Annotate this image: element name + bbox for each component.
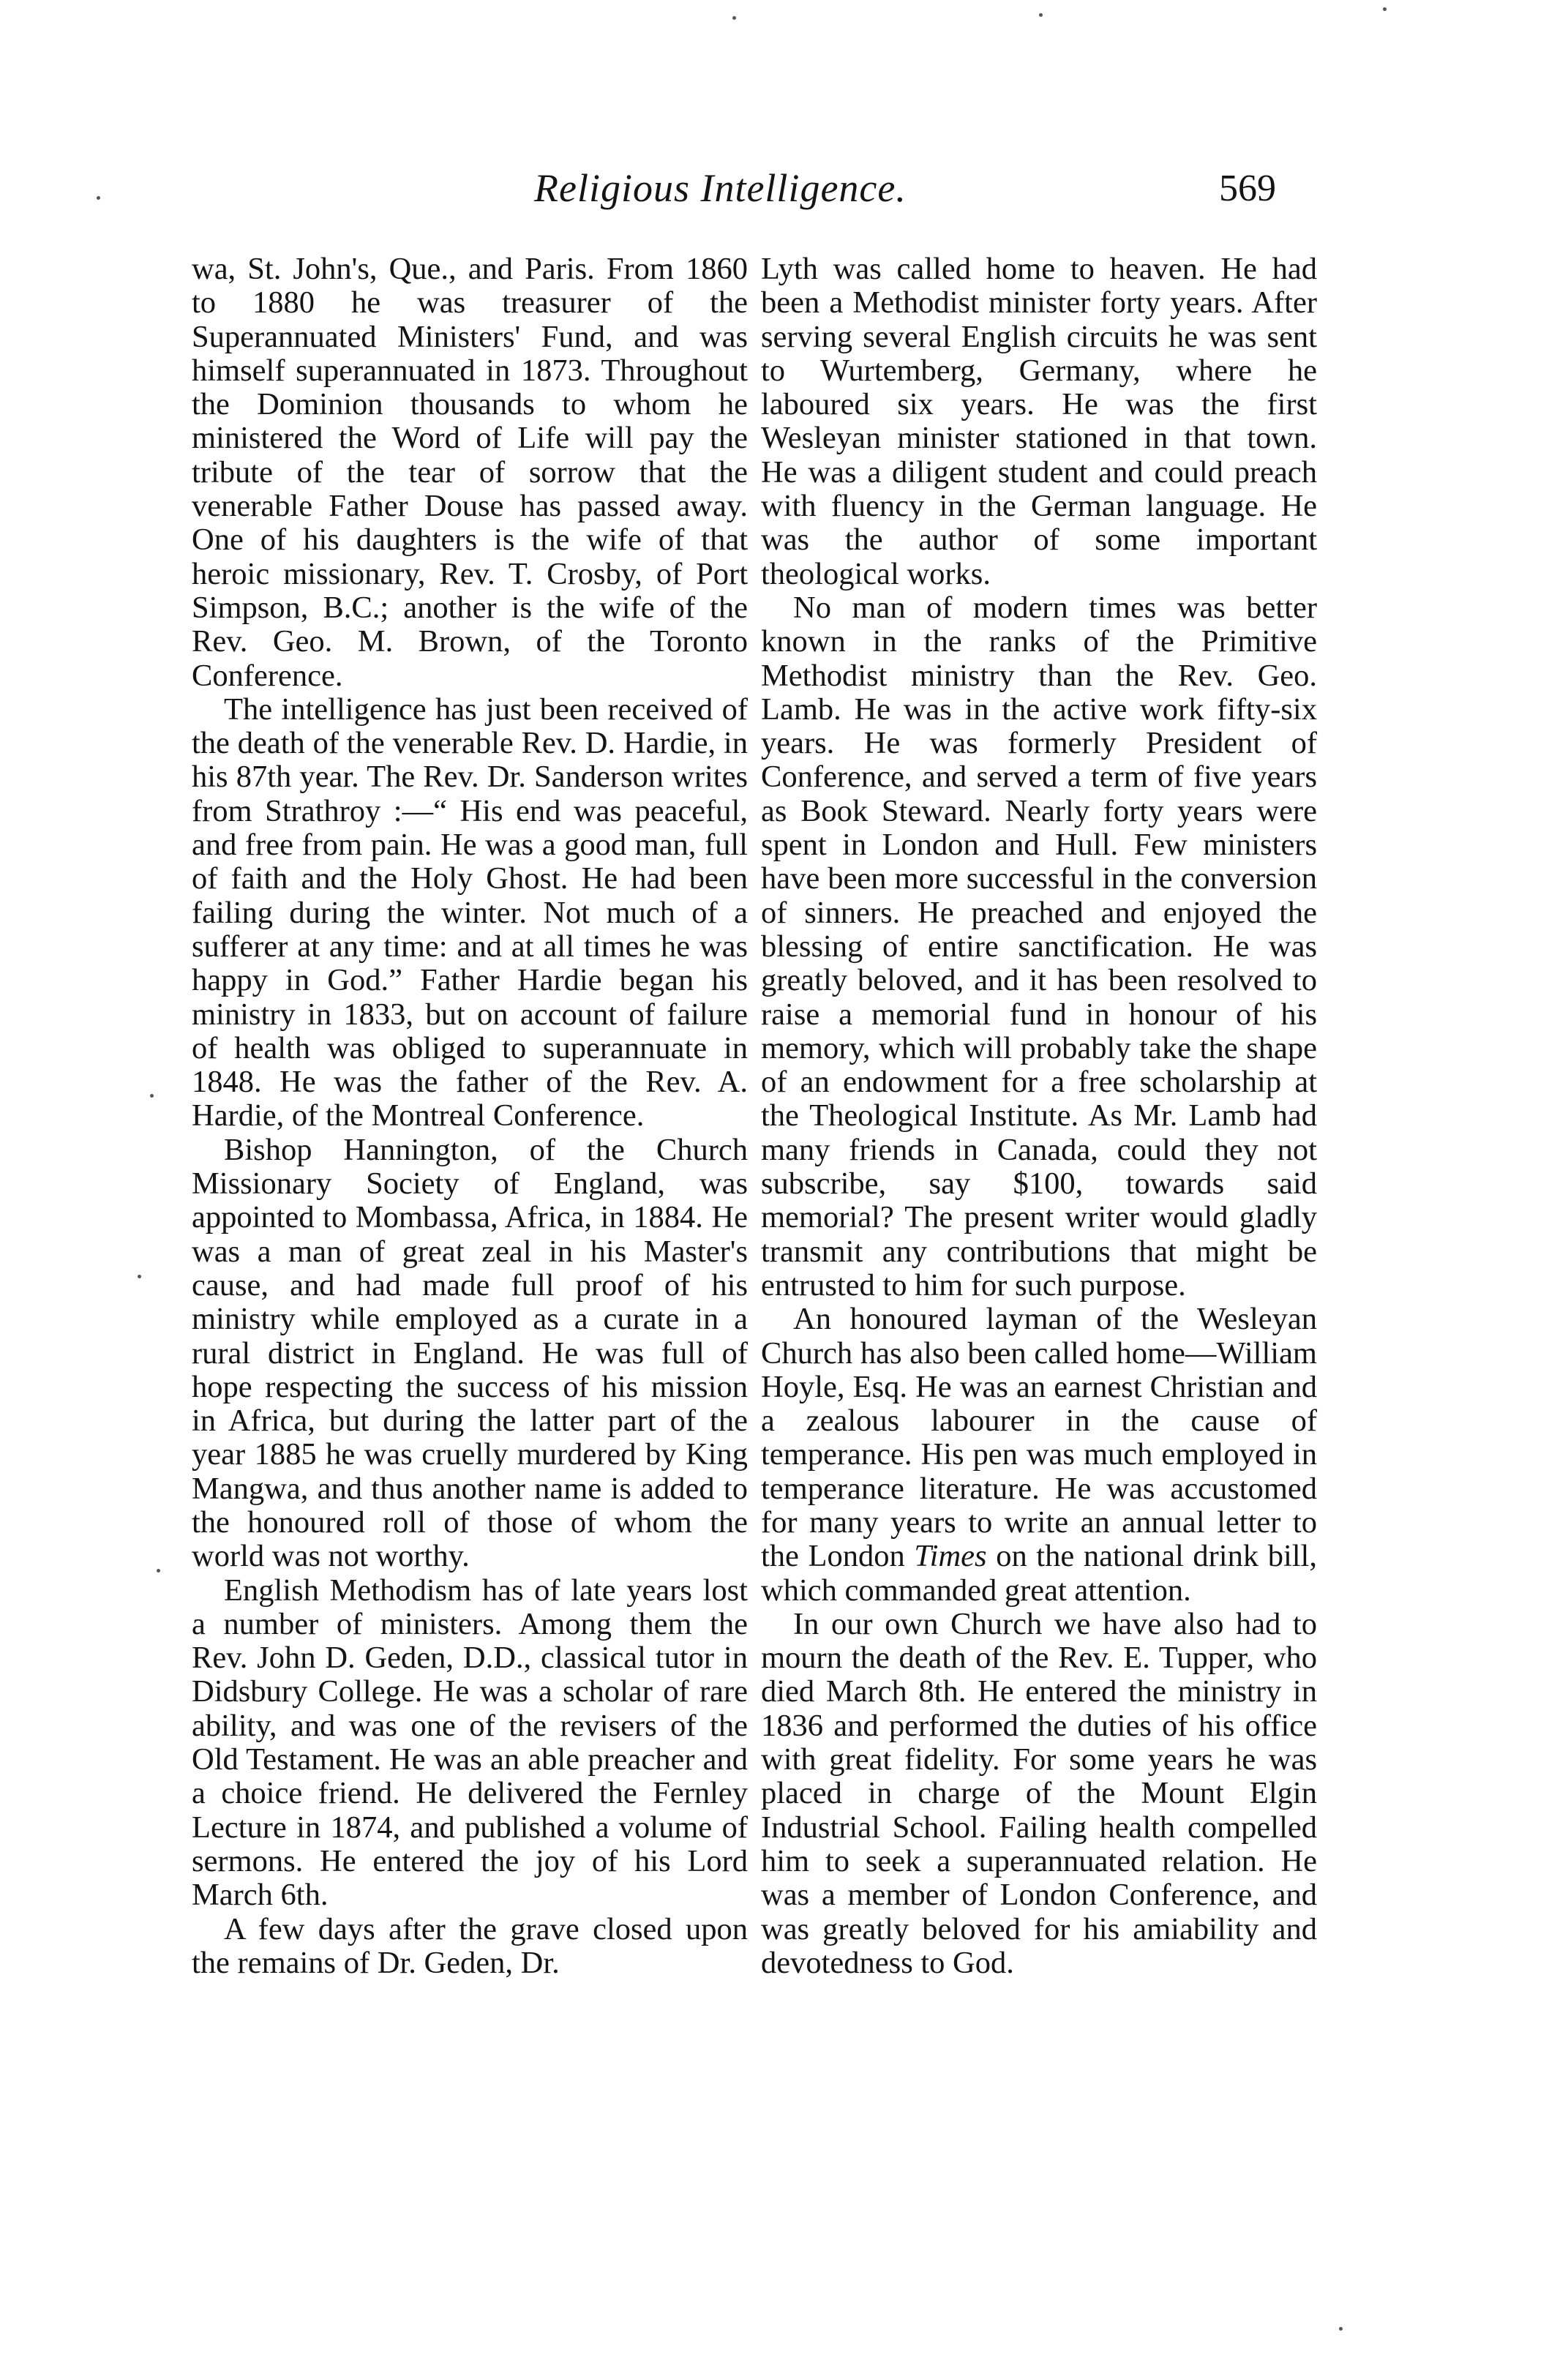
paragraph-geden: English Methodism has of late years lost a number of ministers. Among them the Rev. John D. Geden, D.D., classical tutor in Didsbury College. He was a scholar of rare ability, and was one of the revisers of the Old Testament. He was an able preacher and a choice friend. He delivered the Fernley Lecture in 1874, and published a volume of sermons. He entered the joy of his Lord March 6th.: [192, 1573, 748, 1913]
paragraph-tupper: In our own Church we have also had to mourn the death of the Rev. E. Tupper, who died March 8th. He entered the ministry in 1836 and performed the duties of his office with great fidelity. For some years he was placed in charge of the Mount Elgin Industrial School. Failing health compelled him to seek a superannuated relation. He was a member of London Conference, and was greatly beloved for his amiability and devotedness to God.: [761, 1606, 1317, 1980]
scan-speck: [150, 1094, 154, 1098]
scan-speck: [732, 16, 736, 20]
left-column: [192, 252, 748, 1980]
scan-speck: [138, 1275, 141, 1278]
scan-speck: [97, 196, 100, 200]
paragraph-hoyle: [761, 1303, 1317, 1608]
right-column: [761, 252, 1317, 1980]
paragraph-lamb: No man of modern times was better known in the ranks of the Primitive Methodist ministry than the Rev. Geo. Lamb. He was in the active work fifty-six years. He was formerly President of Conference, and served a term of five years as Book Steward. Nearly forty years were spent in London and Hull. Few ministers have been more successful in the conversion of sinners. He preached and enjoyed the blessing of entire sanctification. He was greatly beloved, and it has been resolved to raise a memorial fund in honour of his memory, which will probably take the shape of an endowment for a free scholarship at the Theological Institute. As Mr. Lamb had many friends in Canada, could they not subscribe, say $100, towards said memorial? The present writer would gladly transmit any contributions that might be entrusted to him for such purpose.: [761, 590, 1317, 1303]
paragraph-hardie: The intelligence has just been received of the death of the venerable Rev. D. Hardie, in his 87th year. The Rev. Dr. Sanderson writes from Strathroy :—“ His end was peaceful, and free from pain. He was a good man, full of faith and the Holy Ghost. He had been failing during the winter. Not much of a sufferer at any time: and at all times he was happy in God.” Father Hardie began his ministry in 1833, but on account of failure of health was obliged to superannuate in 1848. He was the father of the Rev. A. Hardie, of the Montreal Conference.: [192, 691, 748, 1133]
times-newspaper-title: Times: [914, 1539, 987, 1574]
hoyle-text-part-2: on the national drink bill, which commanded great attention.: [761, 1539, 1317, 1608]
hoyle-text-part-1: An honoured layman of the Wesleyan Church has also been called home—William Hoyle, Esq. He was an earnest Christian and a zealous labourer in the cause of temperance. His pen was much employed in temperance literature. He was accustomed for many years to write an annual letter to the London: [761, 1302, 1317, 1574]
running-head-title: Religious Intelligence.: [534, 166, 907, 210]
paragraph-lyth-continued: Lyth was called home to heaven. He had been a Methodist minister forty years. After serving several English circuits he was sent to Wurtemberg, Germany, where he laboured six years. He was the first Wesleyan minister stationed in that town. He was a diligent student and could preach with fluency in the German language. He was the author of some important theological works.: [761, 252, 1317, 591]
paragraph-lyth-start: A few days after the grave closed upon the remains of Dr. Geden, Dr.: [192, 1911, 748, 1980]
paragraph-hannington: Bishop Hannington, of the Church Missionary Society of England, was appointed to Mombassa, Africa, in 1884. He was a man of great zeal in his Master's cause, and had made full proof of his ministry while employed as a curate in a rural district in England. He was full of hope respecting the success of his mission in Africa, but during the latter part of the year 1885 he was cruelly murdered by King Mangwa, and thus another name is added to the honoured roll of those of whom the world was not worthy.: [192, 1132, 748, 1574]
scan-speck: [157, 1569, 160, 1573]
paragraph-douse-continued: wa, St. John's, Que., and Paris. From 1860 to 1880 he was treasurer of the Superannuated Ministers' Fund, and was himself superannuated in 1873. Throughout the Dominion thousands to whom he ministered the Word of Life will pay the tribute of the tear of sorrow that the venerable Father Douse has passed away. One of his daughters is the wife of that heroic missionary, Rev. T. Crosby, of Port Simpson, B.C.; another is the wife of the Rev. Geo. M. Brown, of the Toronto Conference.: [192, 252, 748, 693]
scan-speck: [1039, 13, 1043, 17]
scan-speck: [1339, 2327, 1343, 2331]
scan-speck: [1383, 7, 1387, 11]
page-number: 569: [1219, 168, 1276, 209]
